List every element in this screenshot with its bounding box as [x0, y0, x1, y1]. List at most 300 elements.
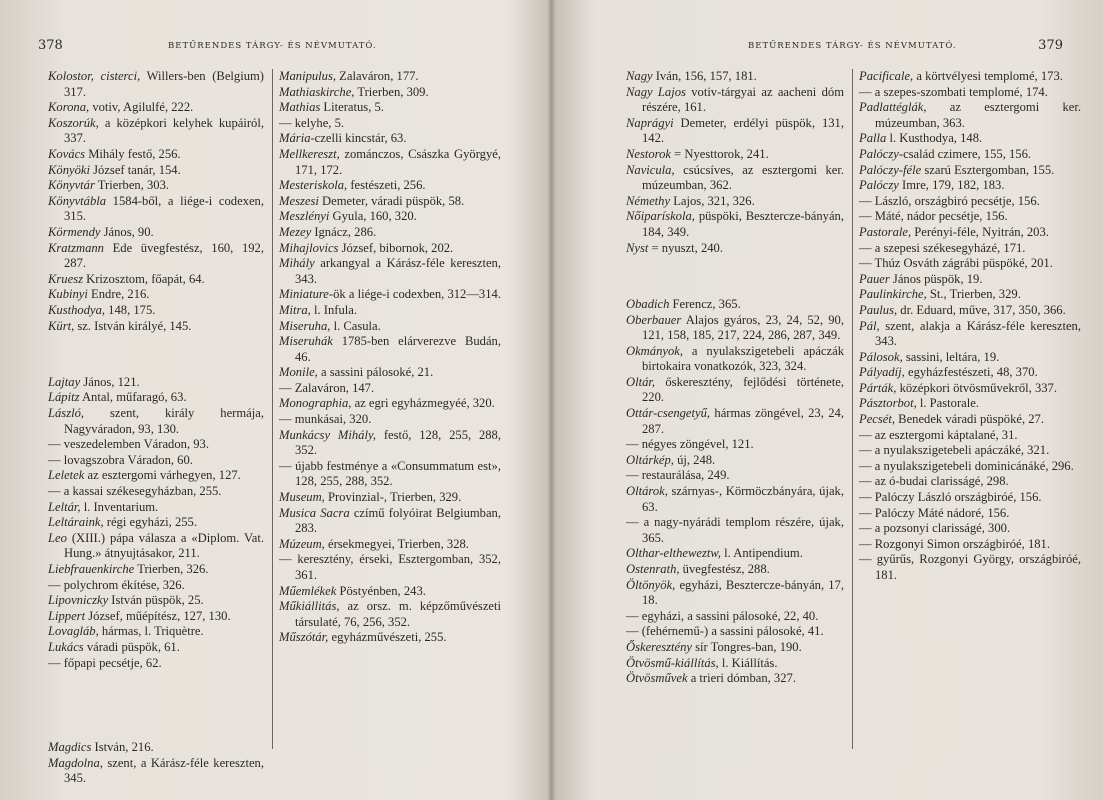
index-entry	[48, 116, 264, 147]
entry-headword: Öltönyök,	[626, 577, 676, 592]
entry-text: -ök a liége-i codexben, 312—314.	[328, 287, 501, 302]
entry-text: Demeter, erdélyi püspök, 131, 142.	[642, 115, 844, 146]
entry-text: l. Infula.	[310, 302, 358, 317]
entry-text: üvegfestész, 288.	[679, 562, 770, 576]
entry-headword: Kratzmann	[48, 240, 104, 255]
entry-text: — Máté, nádor pecsétje, 156.	[859, 209, 1008, 224]
index-entry	[859, 194, 1081, 210]
entry-headword: Nyst	[626, 240, 649, 255]
entry-text: régi egyházi, 255.	[103, 515, 197, 530]
entry-headword: Musica Sacra	[279, 505, 350, 520]
index-entry	[859, 474, 1081, 490]
index-entry	[626, 671, 844, 687]
entry-headword: Miniature	[279, 287, 329, 302]
entry-text: István, 216.	[91, 740, 154, 755]
entry-text: Krizosztom, főapát, 64.	[83, 271, 205, 286]
index-entry	[279, 319, 501, 335]
entry-headword: Műkiállitás,	[279, 599, 340, 614]
entry-headword: Padlattéglák,	[859, 100, 927, 115]
entry-headword: Oberbauer	[626, 312, 682, 327]
index-entry	[626, 656, 844, 672]
entry-text: — munkásai, 320.	[279, 412, 372, 427]
entry-headword: Miseruhák	[279, 334, 333, 349]
index-entry	[859, 412, 1081, 428]
entry-text: festészeti, 256.	[347, 178, 426, 193]
entry-headword: Kovács	[48, 146, 86, 161]
entry-headword: Mihály	[279, 256, 315, 271]
entry-text: St., Trierben, 329.	[926, 287, 1021, 302]
entry-text: az esztergomi várhegyen, 127.	[84, 468, 241, 483]
index-entry	[626, 624, 844, 640]
entry-headword: Monographia,	[279, 396, 352, 411]
index-entry	[626, 406, 844, 437]
entry-headword: Leltáraink,	[48, 515, 104, 530]
index-entry	[48, 562, 264, 578]
entry-text: — főpapi pecsétje, 62.	[48, 655, 162, 670]
entry-text: János, 90.	[100, 224, 154, 239]
index-entry	[626, 297, 844, 313]
index-entry	[48, 578, 264, 594]
entry-headword: Könyöki	[48, 162, 90, 177]
index-entry	[626, 209, 844, 240]
index-entry	[279, 85, 501, 101]
index-entry	[859, 396, 1081, 412]
index-entry	[859, 303, 1081, 319]
entry-text: József, bibornok, 202.	[338, 240, 454, 255]
entry-text: -czelli kincstár, 63.	[310, 131, 407, 146]
index-entry	[626, 640, 844, 656]
entry-text: István püspök, 25.	[108, 593, 204, 608]
entry-headword: Ötvösmű-kiállítás,	[626, 655, 719, 670]
entry-headword: Könyvtár	[48, 178, 95, 193]
index-entry	[48, 375, 264, 391]
entry-headword: Okmányok,	[626, 343, 683, 358]
index-entry	[279, 537, 501, 553]
entry-headword: Mellkereszt,	[279, 146, 340, 161]
index-entry	[279, 178, 501, 194]
entry-text: sír Tongres-ban, 190.	[691, 639, 802, 654]
entry-text: az esztergomi ker. múzeumban, 363.	[875, 100, 1081, 130]
entry-text: — a kassai székesegyházban, 255.	[48, 484, 222, 499]
entry-headword: Liebfrauenkirche	[48, 562, 135, 576]
index-entry	[626, 437, 844, 453]
index-entry	[859, 319, 1081, 350]
index-entry	[859, 443, 1081, 459]
entry-headword: Leltár,	[48, 499, 81, 514]
entry-headword: Kubinyi	[48, 287, 88, 302]
index-entry	[859, 225, 1081, 241]
entry-text: — Thúz Osváth zágrábi püspöké, 201.	[859, 256, 1053, 271]
entry-headword: Lovagláb,	[48, 624, 99, 639]
index-entry	[859, 365, 1081, 381]
index-entry	[859, 350, 1081, 366]
entry-text: Mihály festő, 256.	[85, 146, 181, 161]
entry-text: — egyházi, a sassini pálosoké, 22, 40.	[626, 608, 819, 623]
entry-headword: Mesteriskola,	[279, 178, 348, 193]
entry-headword: Palóczy	[859, 178, 899, 193]
entry-headword: Naprágyi	[626, 115, 674, 130]
index-entry	[859, 209, 1081, 225]
entry-text: votiv-tárgyai az aacheni dóm részére, 161.	[642, 84, 845, 115]
entry-headword: Ottár-csengetyű,	[626, 406, 711, 421]
section-gap	[48, 347, 264, 363]
entry-headword: Lippert	[48, 608, 86, 623]
running-head: BETŰRENDES TÁRGY- ÉS NÉVMUTATÓ.	[168, 41, 377, 51]
entry-text: l. Kiállítás.	[718, 655, 778, 670]
entry-text: a körtvélyesi templomé, 173.	[913, 69, 1063, 83]
entry-text: — a szepes-szombati templomé, 174.	[859, 84, 1048, 99]
entry-headword: Körmendy	[48, 224, 101, 239]
index-entry	[279, 365, 501, 381]
entry-headword: Kusthodya,	[48, 302, 106, 317]
entry-text: dr. Eduard, műve, 317, 350, 366.	[897, 302, 1066, 317]
index-entry	[626, 546, 844, 562]
entry-headword: Könyvtábla	[48, 193, 107, 208]
entry-text: őskeresztény, fejlődési története, 220.	[642, 374, 844, 405]
entry-headword: Paulinkirche,	[859, 287, 927, 302]
index-entry	[279, 506, 501, 537]
entry-headword: Lajtay	[48, 374, 81, 389]
entry-headword: Őskeresztény	[626, 639, 692, 654]
index-entry	[859, 256, 1081, 272]
index-entry	[859, 131, 1081, 147]
entry-headword: Múzeum,	[279, 536, 325, 551]
entry-text: — a pozsonyi clarisságé, 300.	[859, 521, 1011, 536]
entry-text: l. Casula.	[330, 318, 381, 333]
index-entry	[279, 303, 501, 319]
index-entry	[279, 209, 501, 225]
index-entry	[626, 69, 844, 85]
index-entry	[859, 428, 1081, 444]
entry-headword: Kruesz	[48, 271, 83, 286]
entry-text: 1785-ben elárverezve Budán, 46.	[295, 334, 501, 364]
index-entry	[48, 272, 264, 288]
entry-headword: Műemlékek	[279, 583, 337, 598]
entry-headword: Korona,	[48, 100, 90, 115]
index-entry	[626, 241, 844, 257]
index-entry	[48, 468, 264, 484]
entry-headword: Munkácsy Mihály,	[279, 427, 376, 442]
index-entry	[626, 468, 844, 484]
entry-text: — a nyulakszigetebeli dominicánáké, 296.	[859, 458, 1074, 473]
entry-text: Perényi-féle, Nyitrán, 203.	[911, 224, 1049, 239]
index-entry	[48, 390, 264, 406]
entry-text: Ignácz, 286.	[311, 224, 377, 239]
entry-text: az egri egyházmegyéé, 320.	[351, 396, 495, 411]
entry-headword: Manipulus,	[279, 69, 337, 83]
entry-text: — (fehérnemű-) a sassini pálosoké, 41.	[626, 624, 824, 639]
entry-headword: Lápitz	[48, 390, 80, 405]
entry-text: — a nyulakszigetebeli apáczáké, 321.	[859, 443, 1050, 458]
index-entry	[859, 287, 1081, 303]
index-entry	[48, 624, 264, 640]
entry-text: Trierben, 303.	[94, 178, 170, 193]
index-entry	[626, 562, 844, 578]
entry-text: a sassini pálosoké, 21.	[317, 365, 434, 380]
entry-headword: Pastorale,	[859, 224, 912, 239]
index-column	[626, 69, 844, 749]
entry-text: a középkori kelyhek kupáiról, 337.	[64, 115, 264, 146]
index-entry	[626, 344, 844, 375]
entry-text: új, 248.	[673, 452, 716, 467]
index-entry	[279, 69, 501, 85]
entry-text: József tanár, 154.	[89, 162, 181, 177]
entry-text: — veszedelemben Váradon, 93.	[48, 437, 209, 452]
entry-text: hármas zöngével, 23, 24, 287.	[642, 406, 844, 436]
index-column	[272, 69, 501, 749]
index-entry	[859, 552, 1081, 583]
section-gap	[48, 684, 264, 700]
index-entry	[48, 640, 264, 656]
entry-text: — újabb festménye a «Consummatum est», 128, 255, 288, 352.	[279, 458, 501, 489]
entry-text: Iván, 156, 157, 181.	[652, 69, 757, 83]
index-entry	[279, 241, 501, 257]
entry-headword: Nőiparískola,	[626, 209, 695, 224]
entry-text: — Rozgonyi Simon országbiróé, 181.	[859, 536, 1050, 551]
entry-headword: Nagy Lajos	[626, 84, 686, 99]
index-entry	[48, 484, 264, 500]
entry-text: Pöstyénben, 243.	[336, 583, 426, 598]
entry-text: — gyűrűs, Rozgonyi György, országbiróé, 181.	[859, 552, 1081, 582]
entry-headword: Lukács	[48, 639, 84, 654]
index-entry	[48, 406, 264, 437]
entry-text: l. Pastorale.	[916, 396, 979, 411]
entry-headword: Kürt,	[48, 318, 75, 333]
entry-text: József, műépítész, 127, 130.	[85, 608, 231, 623]
entry-text: — Zalaváron, 147.	[279, 380, 375, 395]
entry-headword: Kolostor, cisterci,	[48, 69, 141, 83]
entry-headword: Pályadíj,	[859, 365, 905, 380]
page-number: 379	[1038, 38, 1063, 53]
index-entry	[48, 756, 264, 787]
index-entry	[279, 630, 501, 646]
index-entry	[48, 656, 264, 672]
index-entry	[859, 241, 1081, 257]
index-entry	[48, 241, 264, 272]
index-entry	[279, 459, 501, 490]
entry-text: szent, alakja a Kárász-féle kereszten, 343.	[875, 318, 1081, 349]
entry-headword: Ostenrath,	[626, 562, 680, 576]
entry-headword: Koszorúk,	[48, 115, 99, 130]
index-column	[852, 69, 1081, 749]
index-entry	[859, 381, 1081, 397]
index-entry	[859, 85, 1081, 101]
index-entry	[626, 194, 844, 210]
index-entry	[48, 178, 264, 194]
index-entry	[48, 500, 264, 516]
entry-headword: Leo	[48, 530, 67, 545]
entry-text: Trierben, 309.	[354, 84, 429, 99]
entry-text: Trierben, 326.	[134, 562, 209, 576]
index-entry	[279, 584, 501, 600]
index-entry	[626, 163, 844, 194]
page-number: 378	[38, 38, 63, 53]
index-entry	[48, 225, 264, 241]
entry-headword: Mezey	[279, 224, 312, 239]
index-entry	[279, 147, 501, 178]
entry-headword: Leletek	[48, 468, 85, 483]
index-entry	[279, 100, 501, 116]
entry-headword: Miseruha,	[279, 318, 331, 333]
index-entry	[279, 116, 501, 132]
entry-headword: Palóczy	[859, 146, 899, 161]
entry-headword: Obadich	[626, 296, 670, 311]
index-entry	[48, 515, 264, 531]
entry-headword: Mihajlovics	[279, 240, 339, 255]
index-entry	[859, 163, 1081, 179]
entry-text: érsekmegyei, Trierben, 328.	[324, 536, 469, 551]
entry-text: Gyula, 160, 320.	[329, 209, 417, 224]
index-entry	[48, 437, 264, 453]
index-entry	[48, 147, 264, 163]
index-entry	[626, 515, 844, 546]
entry-text: — a nagy-nyárádi templom részére, újak, 365.	[626, 515, 844, 545]
entry-headword: Nagy	[626, 69, 653, 83]
entry-text: — négyes zöngével, 121.	[626, 437, 754, 452]
index-entry	[279, 396, 501, 412]
entry-headword: László,	[48, 406, 85, 421]
entry-text: 1584-ből, a liége-i codexen, 315.	[64, 193, 264, 224]
entry-text: l. Antipendium.	[721, 546, 803, 561]
entry-text: Willers-ben (Belgium) 317.	[64, 69, 264, 99]
entry-text: János püspök, 19.	[889, 271, 983, 286]
index-entry	[48, 194, 264, 225]
index-entry	[859, 506, 1081, 522]
entry-text: — László, országbiró pecsétje, 156.	[859, 193, 1040, 208]
index-entry	[279, 381, 501, 397]
entry-text: Imre, 179, 182, 183.	[898, 178, 1005, 193]
index-entry	[48, 319, 264, 335]
index-entry	[859, 459, 1081, 475]
entry-text: csúcsíves, az esztergomi ker. múzeumban, 362.	[642, 162, 844, 193]
index-entry	[48, 740, 264, 756]
entry-text: festő, 128, 255, 288, 352.	[295, 427, 502, 458]
index-entry	[626, 375, 844, 406]
entry-text: — restaurálása, 249.	[626, 468, 730, 483]
entry-text: Demeter, váradi püspök, 58.	[318, 193, 465, 208]
entry-text: szarú Esztergomban, 155.	[921, 162, 1055, 177]
index-entry	[48, 69, 264, 100]
section-gap	[626, 269, 844, 285]
entry-text: Alajos gyáros, 23, 24, 52, 90, 121, 158, 185, 217, 224, 286, 287, 349.	[642, 312, 844, 343]
index-entry	[48, 100, 264, 116]
entry-headword: Magdolna,	[48, 755, 103, 770]
index-entry	[626, 484, 844, 515]
index-entry	[48, 163, 264, 179]
entry-headword: Navicula,	[626, 162, 675, 177]
entry-text: János, 121.	[80, 374, 140, 389]
entry-headword: Párták,	[859, 380, 897, 395]
entry-text: — lovagszobra Váradon, 60.	[48, 452, 193, 467]
entry-text: Ede üvegfestész, 160, 192, 287.	[64, 240, 264, 271]
entry-headword: Pacificale,	[859, 69, 914, 83]
entry-text: 148, 175.	[105, 302, 156, 317]
entry-headword: Meszesi	[279, 193, 319, 208]
entry-text: Lajos, 321, 326.	[670, 193, 755, 208]
entry-text: a trieri dómban, 327.	[687, 671, 796, 686]
index-entry	[859, 69, 1081, 85]
index-entry	[279, 334, 501, 365]
entry-headword: Oltárkép,	[626, 452, 674, 467]
entry-headword: Mathias	[279, 100, 321, 115]
entry-text: az orsz. m. képzőművészeti társulaté, 76, 256, 352.	[295, 599, 501, 629]
entry-text: Endre, 216.	[87, 287, 150, 302]
entry-text: egyházi, Besztercze-bányán, 17, 18.	[642, 577, 844, 608]
entry-text: = Nyesttorok, 241.	[671, 146, 769, 161]
index-entry	[48, 303, 264, 319]
index-entry	[859, 521, 1081, 537]
entry-text: a nyulakszigetebeli apáczák birtokaira vonatkozók, 323, 324.	[642, 343, 844, 374]
entry-text: votiv, Agilulfé, 222.	[89, 100, 194, 115]
entry-text: szent, a Kárász-féle kereszten, 345.	[64, 755, 264, 786]
index-entry	[279, 490, 501, 506]
index-entry	[48, 453, 264, 469]
entry-text: szent, király hermája, Nagyváradon, 93, 130.	[64, 406, 264, 436]
entry-headword: Lipovniczky	[48, 593, 109, 608]
left-page	[0, 0, 551, 800]
entry-headword: Némethy	[626, 193, 671, 208]
index-entry	[859, 147, 1081, 163]
index-entry	[859, 490, 1081, 506]
entry-text: hármas, l. Triquètre.	[98, 624, 204, 639]
index-entry	[279, 428, 501, 459]
index-entry	[859, 537, 1081, 553]
entry-text: püspöki, Besztercze-bányán, 184, 349.	[642, 209, 844, 239]
entry-headword: Oltár,	[626, 374, 656, 389]
entry-text: — Palóczy László országbiróé, 156.	[859, 490, 1042, 505]
entry-text: Antal, műfaragó, 63.	[79, 390, 187, 405]
entry-text: Zalaváron, 177.	[336, 69, 419, 83]
entry-text: Literatus, 5.	[320, 100, 384, 115]
entry-headword: Meszlényi	[279, 209, 330, 224]
index-entry	[48, 531, 264, 562]
entry-headword: Mathiaskirche,	[279, 84, 355, 99]
entry-headword: Pásztorbot,	[859, 396, 917, 411]
entry-text: = nyuszt, 240.	[648, 240, 724, 255]
index-entry	[626, 147, 844, 163]
index-entry	[859, 100, 1081, 131]
entry-text: sassini, leltára, 19.	[902, 349, 1000, 364]
index-entry	[626, 85, 844, 116]
index-entry	[279, 194, 501, 210]
entry-headword: Műszótár,	[279, 630, 329, 645]
index-entry	[626, 609, 844, 625]
entry-text: Ferencz, 365.	[669, 296, 741, 311]
index-entry	[48, 609, 264, 625]
index-entry	[279, 256, 501, 287]
entry-headword: Pecsét,	[859, 412, 896, 427]
index-entry	[626, 313, 844, 344]
entry-text: czímű folyóirat Belgiumban, 283.	[295, 505, 502, 536]
index-entry	[279, 552, 501, 583]
entry-text: Benedek váradi püspöké, 27.	[895, 412, 1045, 427]
entry-headword: Olthar-eltheweztw,	[626, 546, 722, 561]
index-entry	[279, 599, 501, 630]
index-entry	[279, 412, 501, 428]
entry-text: középkori ötvösművekről, 337.	[896, 380, 1057, 395]
section-gap	[48, 712, 264, 728]
index-entry	[279, 225, 501, 241]
entry-text: — az esztergomi káptalané, 31.	[859, 427, 1018, 442]
index-entry	[626, 578, 844, 609]
entry-text: egyházfestészeti, 48, 370.	[904, 365, 1038, 380]
entry-headword: Mária	[279, 131, 311, 146]
index-entry	[48, 287, 264, 303]
entry-text: egyházművészeti, 255.	[328, 630, 447, 645]
entry-text: váradi püspök, 61.	[83, 639, 180, 654]
index-entry	[48, 593, 264, 609]
entry-headword: Pálosok,	[859, 349, 903, 364]
